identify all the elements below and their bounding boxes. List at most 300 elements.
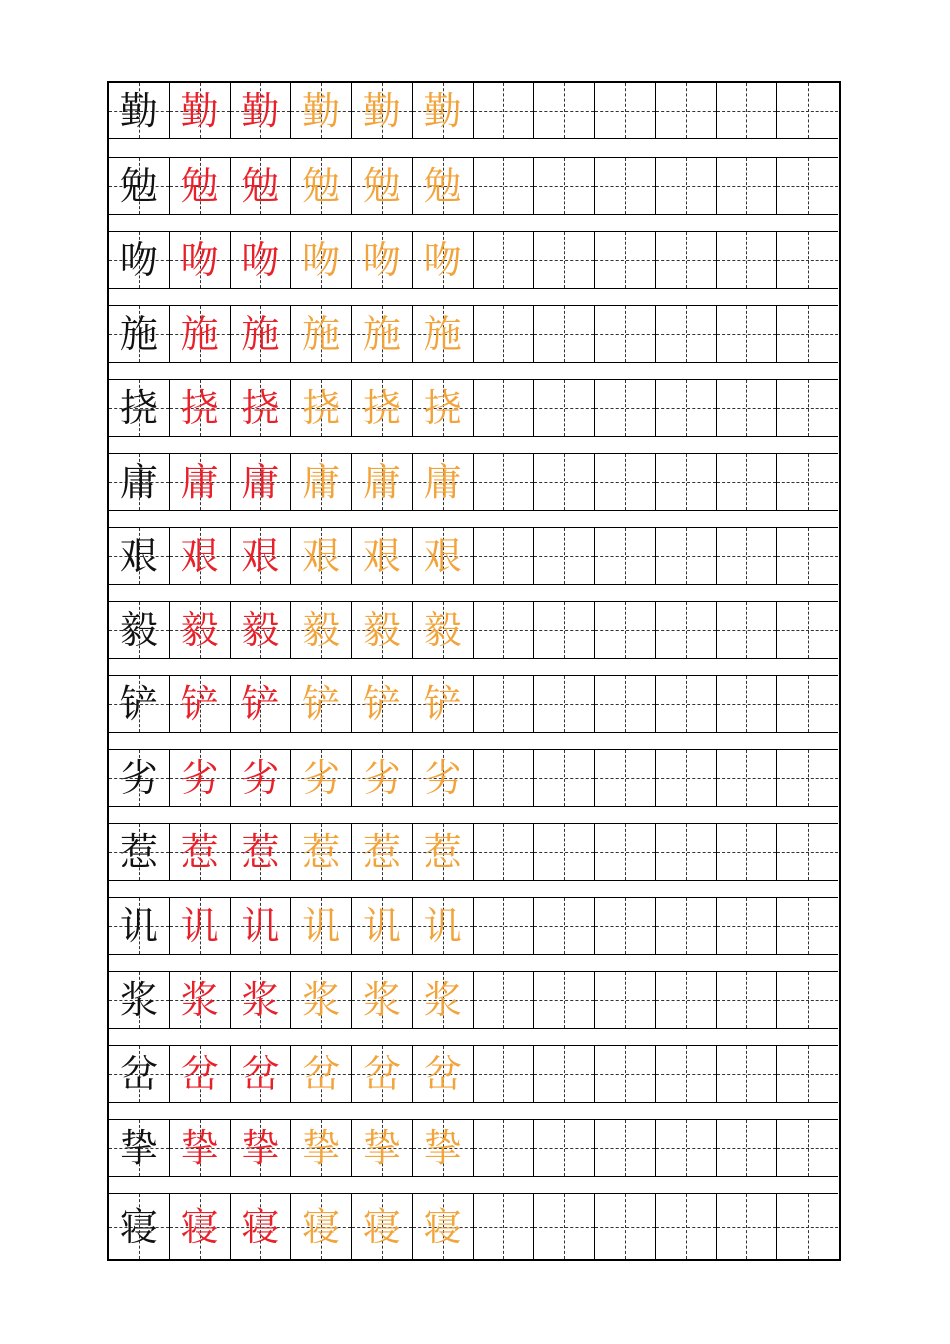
trace-character: 浆 — [241, 978, 280, 1022]
trace-character: 毅 — [302, 608, 341, 652]
blank-writing-cell[interactable] — [474, 232, 535, 288]
blank-writing-cell[interactable] — [717, 676, 778, 732]
trace-character: 铲 — [423, 682, 462, 726]
blank-writing-cell[interactable] — [595, 676, 656, 732]
blank-writing-cell[interactable] — [717, 1046, 778, 1102]
blank-writing-cell[interactable] — [534, 750, 595, 806]
model-character: 惹 — [119, 830, 158, 874]
trace-character-cell — [291, 676, 352, 732]
trace-character-cell — [231, 898, 292, 954]
blank-writing-cell[interactable] — [717, 83, 778, 138]
trace-character-cell — [231, 454, 292, 510]
practice-row — [109, 453, 838, 511]
trace-character-cell — [413, 1046, 474, 1102]
blank-writing-cell[interactable] — [534, 1194, 595, 1259]
model-character-cell — [109, 602, 170, 658]
blank-writing-cell[interactable] — [474, 972, 535, 1028]
trace-character-cell — [291, 750, 352, 806]
model-character-cell — [109, 232, 170, 288]
model-character-cell — [109, 676, 170, 732]
blank-writing-cell[interactable] — [656, 528, 717, 584]
blank-writing-cell[interactable] — [777, 1120, 838, 1176]
blank-writing-cell[interactable] — [656, 232, 717, 288]
model-character: 讥 — [119, 904, 158, 948]
trace-character-cell — [231, 232, 292, 288]
trace-character: 劣 — [423, 756, 462, 800]
blank-writing-cell[interactable] — [777, 232, 838, 288]
blank-writing-cell[interactable] — [656, 602, 717, 658]
blank-writing-cell[interactable] — [717, 1194, 778, 1259]
trace-character-cell — [413, 750, 474, 806]
practice-row — [109, 1193, 838, 1259]
blank-writing-cell[interactable] — [717, 750, 778, 806]
trace-character: 岔 — [362, 1052, 401, 1096]
model-character-cell — [109, 158, 170, 214]
practice-row — [109, 675, 838, 733]
model-character-cell — [109, 380, 170, 436]
trace-character-cell — [170, 1046, 231, 1102]
model-character: 铲 — [119, 682, 158, 726]
blank-writing-cell[interactable] — [534, 83, 595, 138]
trace-character: 庸 — [302, 460, 341, 504]
trace-character-cell — [170, 1194, 231, 1259]
blank-writing-cell[interactable] — [777, 380, 838, 436]
trace-character-cell — [231, 824, 292, 880]
trace-character-cell — [413, 83, 474, 138]
trace-character: 惹 — [241, 830, 280, 874]
model-character-cell — [109, 824, 170, 880]
blank-writing-cell[interactable] — [717, 380, 778, 436]
blank-writing-cell[interactable] — [534, 972, 595, 1028]
blank-writing-cell[interactable] — [595, 1194, 656, 1259]
blank-writing-cell[interactable] — [534, 602, 595, 658]
trace-character: 勉 — [302, 164, 341, 208]
trace-character: 艰 — [302, 534, 341, 578]
model-character-cell — [109, 454, 170, 510]
blank-writing-cell[interactable] — [777, 158, 838, 214]
blank-writing-cell[interactable] — [595, 1120, 656, 1176]
trace-character-cell — [291, 972, 352, 1028]
trace-character: 惹 — [180, 830, 219, 874]
trace-character: 勤 — [241, 88, 280, 133]
trace-character: 毅 — [180, 608, 219, 652]
trace-character-cell — [413, 1194, 474, 1259]
trace-character-cell — [413, 898, 474, 954]
model-character: 勤 — [119, 88, 158, 133]
trace-character: 惹 — [423, 830, 462, 874]
trace-character-cell — [352, 232, 413, 288]
blank-writing-cell[interactable] — [474, 824, 535, 880]
blank-writing-cell[interactable] — [595, 602, 656, 658]
trace-character: 劣 — [241, 756, 280, 800]
blank-writing-cell[interactable] — [717, 454, 778, 510]
blank-writing-cell[interactable] — [717, 1120, 778, 1176]
trace-character-cell — [291, 602, 352, 658]
model-character: 劣 — [119, 756, 158, 800]
trace-character-cell — [231, 83, 292, 138]
model-character-cell — [109, 972, 170, 1028]
blank-writing-cell[interactable] — [717, 158, 778, 214]
blank-writing-cell[interactable] — [534, 454, 595, 510]
practice-row — [109, 971, 838, 1029]
practice-row — [109, 305, 838, 363]
trace-character-cell — [413, 528, 474, 584]
blank-writing-cell[interactable] — [656, 676, 717, 732]
trace-character: 寝 — [241, 1204, 280, 1249]
trace-character: 勉 — [180, 164, 219, 208]
trace-character-cell — [231, 306, 292, 362]
trace-character-cell — [352, 972, 413, 1028]
trace-character: 寝 — [302, 1204, 341, 1249]
practice-row — [109, 231, 838, 289]
trace-character: 勉 — [423, 164, 462, 208]
blank-writing-cell[interactable] — [534, 232, 595, 288]
trace-character-cell — [413, 158, 474, 214]
trace-character: 艰 — [180, 534, 219, 578]
trace-character: 勤 — [302, 88, 341, 133]
practice-row — [109, 1119, 838, 1177]
blank-writing-cell[interactable] — [656, 1194, 717, 1259]
trace-character: 施 — [423, 312, 462, 356]
trace-character-cell — [291, 83, 352, 138]
blank-writing-cell[interactable] — [656, 898, 717, 954]
trace-character-cell — [413, 454, 474, 510]
blank-writing-cell[interactable] — [474, 750, 535, 806]
blank-writing-cell[interactable] — [777, 528, 838, 584]
practice-row — [109, 601, 838, 659]
trace-character: 吻 — [241, 238, 280, 282]
trace-character: 挚 — [362, 1126, 401, 1170]
trace-character: 岔 — [241, 1052, 280, 1096]
trace-character-cell — [231, 602, 292, 658]
practice-row — [109, 157, 838, 215]
trace-character-cell — [170, 676, 231, 732]
trace-character-cell — [352, 602, 413, 658]
blank-writing-cell[interactable] — [595, 972, 656, 1028]
trace-character: 庸 — [180, 460, 219, 504]
trace-character-cell — [291, 528, 352, 584]
trace-character-cell — [231, 1120, 292, 1176]
blank-writing-cell[interactable] — [717, 972, 778, 1028]
trace-character: 吻 — [423, 238, 462, 282]
trace-character-cell — [170, 83, 231, 138]
trace-character: 浆 — [180, 978, 219, 1022]
trace-character-cell — [413, 380, 474, 436]
blank-writing-cell[interactable] — [777, 602, 838, 658]
model-character: 毅 — [119, 608, 158, 652]
trace-character: 艰 — [423, 534, 462, 578]
model-character: 艰 — [119, 534, 158, 578]
trace-character: 劣 — [302, 756, 341, 800]
trace-character-cell — [170, 454, 231, 510]
trace-character: 庸 — [362, 460, 401, 504]
trace-character: 挠 — [180, 386, 219, 430]
blank-writing-cell[interactable] — [474, 898, 535, 954]
trace-character: 岔 — [302, 1052, 341, 1096]
blank-writing-cell[interactable] — [656, 972, 717, 1028]
trace-character: 毅 — [241, 608, 280, 652]
blank-writing-cell[interactable] — [595, 750, 656, 806]
trace-character: 惹 — [362, 830, 401, 874]
blank-writing-cell[interactable] — [595, 232, 656, 288]
trace-character: 吻 — [362, 238, 401, 282]
trace-character-cell — [170, 824, 231, 880]
trace-character: 施 — [241, 312, 280, 356]
blank-writing-cell[interactable] — [717, 602, 778, 658]
trace-character: 勤 — [362, 88, 401, 133]
model-character-cell — [109, 898, 170, 954]
model-character: 挠 — [119, 386, 158, 430]
trace-character: 挠 — [302, 386, 341, 430]
trace-character: 寝 — [362, 1204, 401, 1249]
blank-writing-cell[interactable] — [534, 1046, 595, 1102]
trace-character: 吻 — [180, 238, 219, 282]
trace-character: 铲 — [302, 682, 341, 726]
trace-character-cell — [231, 528, 292, 584]
trace-character-cell — [352, 380, 413, 436]
blank-writing-cell[interactable] — [534, 380, 595, 436]
trace-character-cell — [170, 158, 231, 214]
trace-character-cell — [170, 972, 231, 1028]
trace-character: 施 — [180, 312, 219, 356]
blank-writing-cell[interactable] — [474, 158, 535, 214]
trace-character-cell — [413, 676, 474, 732]
trace-character-cell — [231, 750, 292, 806]
trace-character-cell — [291, 306, 352, 362]
trace-character-cell — [352, 1046, 413, 1102]
blank-writing-cell[interactable] — [595, 83, 656, 138]
blank-writing-cell[interactable] — [777, 676, 838, 732]
trace-character: 铲 — [180, 682, 219, 726]
trace-character-cell — [291, 232, 352, 288]
blank-writing-cell[interactable] — [534, 528, 595, 584]
trace-character-cell — [291, 1120, 352, 1176]
blank-writing-cell[interactable] — [777, 1194, 838, 1259]
blank-writing-cell[interactable] — [656, 380, 717, 436]
practice-row — [109, 83, 838, 139]
trace-character-cell — [352, 898, 413, 954]
trace-character: 勤 — [180, 88, 219, 133]
trace-character-cell — [231, 158, 292, 214]
blank-writing-cell[interactable] — [474, 83, 535, 138]
trace-character: 勉 — [241, 164, 280, 208]
trace-character: 艰 — [362, 534, 401, 578]
trace-character: 岔 — [180, 1052, 219, 1096]
blank-writing-cell[interactable] — [656, 1120, 717, 1176]
model-character: 寝 — [119, 1204, 158, 1249]
trace-character: 挠 — [241, 386, 280, 430]
trace-character-cell — [231, 380, 292, 436]
blank-writing-cell[interactable] — [595, 824, 656, 880]
blank-writing-cell[interactable] — [534, 306, 595, 362]
practice-sheet — [107, 81, 841, 1261]
trace-character-cell — [352, 528, 413, 584]
blank-writing-cell[interactable] — [656, 454, 717, 510]
blank-writing-cell[interactable] — [595, 380, 656, 436]
trace-character-cell — [231, 1046, 292, 1102]
blank-writing-cell[interactable] — [656, 750, 717, 806]
trace-character-cell — [352, 158, 413, 214]
blank-writing-cell[interactable] — [474, 1046, 535, 1102]
trace-character: 铲 — [362, 682, 401, 726]
model-character: 庸 — [119, 460, 158, 504]
model-character: 岔 — [119, 1052, 158, 1096]
practice-row — [109, 379, 838, 437]
blank-writing-cell[interactable] — [534, 158, 595, 214]
trace-character-cell — [291, 1046, 352, 1102]
model-character-cell — [109, 1046, 170, 1102]
blank-writing-cell[interactable] — [474, 454, 535, 510]
trace-character: 施 — [302, 312, 341, 356]
trace-character: 讥 — [362, 904, 401, 948]
blank-writing-cell[interactable] — [717, 232, 778, 288]
blank-writing-cell[interactable] — [474, 676, 535, 732]
trace-character-cell — [170, 1120, 231, 1176]
model-character-cell — [109, 306, 170, 362]
trace-character-cell — [231, 676, 292, 732]
blank-writing-cell[interactable] — [656, 158, 717, 214]
practice-row — [109, 897, 838, 955]
trace-character: 挚 — [180, 1126, 219, 1170]
blank-writing-cell[interactable] — [777, 1046, 838, 1102]
trace-character-cell — [231, 972, 292, 1028]
trace-character: 讥 — [423, 904, 462, 948]
trace-character-cell — [291, 454, 352, 510]
trace-character: 施 — [362, 312, 401, 356]
model-character-cell — [109, 1120, 170, 1176]
blank-writing-cell[interactable] — [777, 898, 838, 954]
blank-writing-cell[interactable] — [777, 972, 838, 1028]
model-character: 吻 — [119, 238, 158, 282]
blank-writing-cell[interactable] — [474, 306, 535, 362]
trace-character: 挚 — [423, 1126, 462, 1170]
trace-character: 浆 — [362, 978, 401, 1022]
trace-character: 浆 — [423, 978, 462, 1022]
trace-character-cell — [291, 824, 352, 880]
trace-character: 挠 — [362, 386, 401, 430]
trace-character-cell — [352, 454, 413, 510]
practice-row — [109, 749, 838, 807]
trace-character: 挚 — [241, 1126, 280, 1170]
trace-character-cell — [291, 158, 352, 214]
blank-writing-cell[interactable] — [777, 306, 838, 362]
blank-writing-cell[interactable] — [717, 824, 778, 880]
blank-writing-cell[interactable] — [534, 898, 595, 954]
trace-character: 铲 — [241, 682, 280, 726]
trace-character-cell — [413, 306, 474, 362]
trace-character-cell — [231, 1194, 292, 1259]
trace-character-cell — [170, 898, 231, 954]
blank-writing-cell[interactable] — [595, 158, 656, 214]
trace-character-cell — [170, 380, 231, 436]
trace-character-cell — [352, 1194, 413, 1259]
model-character: 勉 — [119, 164, 158, 208]
model-character: 挚 — [119, 1126, 158, 1170]
practice-row — [109, 527, 838, 585]
trace-character: 庸 — [423, 460, 462, 504]
blank-writing-cell[interactable] — [777, 454, 838, 510]
trace-character: 寝 — [180, 1204, 219, 1249]
blank-writing-cell[interactable] — [717, 898, 778, 954]
blank-writing-cell[interactable] — [717, 528, 778, 584]
blank-writing-cell[interactable] — [534, 676, 595, 732]
trace-character-cell — [170, 306, 231, 362]
trace-character: 勤 — [423, 88, 462, 133]
blank-writing-cell[interactable] — [474, 1194, 535, 1259]
trace-character: 浆 — [302, 978, 341, 1022]
trace-character-cell — [170, 528, 231, 584]
blank-writing-cell[interactable] — [656, 83, 717, 138]
blank-writing-cell[interactable] — [474, 1120, 535, 1176]
blank-writing-cell[interactable] — [717, 306, 778, 362]
trace-character: 讥 — [302, 904, 341, 948]
trace-character-cell — [352, 306, 413, 362]
blank-writing-cell[interactable] — [474, 380, 535, 436]
model-character-cell — [109, 750, 170, 806]
blank-writing-cell[interactable] — [595, 528, 656, 584]
model-character-cell — [109, 528, 170, 584]
trace-character-cell — [291, 1194, 352, 1259]
trace-character-cell — [413, 1120, 474, 1176]
model-character: 施 — [119, 312, 158, 356]
trace-character-cell — [352, 824, 413, 880]
trace-character-cell — [413, 824, 474, 880]
trace-character-cell — [291, 898, 352, 954]
trace-character: 讥 — [241, 904, 280, 948]
blank-writing-cell[interactable] — [656, 306, 717, 362]
trace-character: 吻 — [302, 238, 341, 282]
model-character-cell — [109, 1194, 170, 1259]
trace-character: 讥 — [180, 904, 219, 948]
trace-character-cell — [291, 380, 352, 436]
blank-writing-cell[interactable] — [777, 824, 838, 880]
trace-character: 挚 — [302, 1126, 341, 1170]
blank-writing-cell[interactable] — [595, 306, 656, 362]
trace-character-cell — [352, 83, 413, 138]
trace-character: 庸 — [241, 460, 280, 504]
trace-character-cell — [413, 232, 474, 288]
blank-writing-cell[interactable] — [534, 824, 595, 880]
blank-writing-cell[interactable] — [656, 1046, 717, 1102]
trace-character: 毅 — [362, 608, 401, 652]
trace-character: 挠 — [423, 386, 462, 430]
trace-character: 勉 — [362, 164, 401, 208]
blank-writing-cell[interactable] — [595, 1046, 656, 1102]
practice-row — [109, 823, 838, 881]
blank-writing-cell[interactable] — [534, 1120, 595, 1176]
blank-writing-cell[interactable] — [777, 83, 838, 138]
trace-character-cell — [352, 750, 413, 806]
trace-character: 岔 — [423, 1052, 462, 1096]
trace-character: 劣 — [180, 756, 219, 800]
trace-character: 惹 — [302, 830, 341, 874]
trace-character-cell — [170, 602, 231, 658]
blank-writing-cell[interactable] — [777, 750, 838, 806]
blank-writing-cell[interactable] — [474, 528, 535, 584]
trace-character-cell — [413, 602, 474, 658]
trace-character-cell — [352, 1120, 413, 1176]
trace-character: 艰 — [241, 534, 280, 578]
blank-writing-cell[interactable] — [656, 824, 717, 880]
blank-writing-cell[interactable] — [595, 898, 656, 954]
blank-writing-cell[interactable] — [474, 602, 535, 658]
trace-character-cell — [413, 972, 474, 1028]
practice-row — [109, 1045, 838, 1103]
trace-character: 劣 — [362, 756, 401, 800]
model-character: 浆 — [119, 978, 158, 1022]
blank-writing-cell[interactable] — [595, 454, 656, 510]
trace-character-cell — [352, 676, 413, 732]
